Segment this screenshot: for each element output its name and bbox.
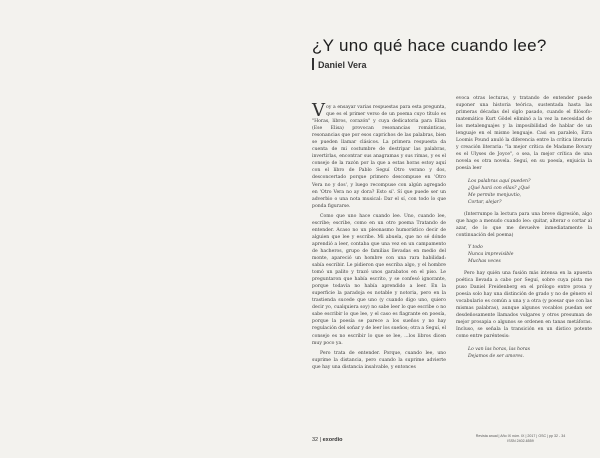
poem-line: Nunca imprevisible [468, 251, 514, 257]
poem-stanza [468, 346, 592, 360]
poem-line: Cortar, alejar? [468, 199, 502, 205]
page-number: 32 [312, 437, 319, 443]
paragraph: Voy a ensayar varias respuestas para esta pregunta, que es el primer verso de un poema cuyo título es "Horas, libros, corazón" y cuya dedicatoria para Elisa (Ese Elisa) provocan resonancias románticas, resonancias que por esos caprichos de las palabras, bien se pueden llamar clásicos. La primera respuesta da cuenta de mi costumbre de destripar las palabras, invertirlas, encontrar sus anagramas y sus rimas, y es el consejo de la razón por la que a estas horas estoy aquí con el libro de Pablo Seguí Otro verano y dos, desconcertado porque primero descompuse en 'Otro Vera no y dos', y luego recompuse con algún agregado en 'Otro Vera no ay dora? Esto sí'. Sí que puede ser un adverbio o una nota musical: Dar el sí, con todo lo que ponda figurarse. [312, 100, 446, 209]
paragraph: Pero trata de entender. Porque, cuando lee, uno suprime la distancia, pero cuando la suprime advierte que hay una distancia insalvable, y entonces [312, 350, 446, 370]
issn-text: ISSN 2402-6559 [507, 439, 534, 443]
paragraph: (Interrumpo la lectura para una breve digresión, algo que hago a menudo cuando leo: quitar, alterar o cortar al azar, de lo que me devuelve inmediatamente la continuación del poema) [456, 211, 592, 238]
article-author: Daniel Vera [318, 60, 367, 70]
paragraph: Pero hay quién una fusión más intensa en la apuesta poética llevada a cabo por Seguí, sobre cuya pista me puso Daniel Freidenberg en el prólogo entre prosa y poesía solo hay una distinción de grado y no de género el vocabulario es común a una y a otra (y poesar que con las mismas palabras), aunque algunos vocablos puedan ser desdeñosamente llamados vulgares y otros presuman de mejor prosapia o algunos se ordenen en tanas metáforas. Incluso, se señala la transición en un distico potente como entre paréntesis: [456, 271, 592, 340]
poem-stanza [468, 178, 592, 206]
drop-cap: V [312, 100, 325, 121]
poem-stanza [468, 244, 592, 265]
text-column-right [456, 95, 592, 365]
poem-line: Muchas veces [468, 258, 501, 264]
poem-line: Me permite menjuvtio, [468, 192, 522, 198]
poem-line: ¿Qué hará con ellas? ¿Qué [468, 185, 530, 191]
footer-divider: | [319, 437, 323, 443]
page-footer [312, 437, 343, 443]
paragraph: evoca otras lecturas, y tratando de entender puede suponer una historia teórica, sustentada hasta las primeras décadas del siglo pasado, cuando el filósofo-matemático Kurt Gödel eliminó a la vez la necesidad de los metalenguajes y la imposibilidad de hablar de un lenguaje en el mismo lenguaje. Casi en paralelo, Ezra Loomis Pound anuló la diferencia entre la crítica literaria y creación literaria: "la mejor crítica de Madame Bovary es el Ulyses de Joyce", o sea, la mejor crítica de una novela es otra novela. Seguí, en su poesía, enjuicia la poesía leer [456, 96, 592, 172]
poem-line: Dejamos de ser amores. [468, 353, 524, 359]
author-divider [312, 58, 314, 70]
section-name: exordio [322, 437, 343, 443]
poem-line: Los palabras aquí pueden? [468, 178, 531, 184]
paragraph: Como que uno hace cuando lee. Uno, cuando lee, escribe; escribe, como en un otro poema Tratando de entender. Acaso no un pleonasmo humorístico decir de alguien que lee y escribe. Mi abuela, que no sé dónde aprendió a leer, contaba que una vez en un campamento de hacheros, grupo de familias llevadas en medio del monte, apareció un hombre con una rara habilidad: sabía escribir. Le pidieron que escriba algo, y el hombre tomó un palito y trazó unos garabatos en el piso. Le preguntaron que había escrito, y se confesó ignorante, porque todavía no había aprendido a leer. En la superficie la paradoja es notable y notoria, pero en la trastienda sucede que uno (y cuando digo uno, quiero decir yo, cualquiera soy) no sabe leer lo que escribe o no sabe escribir lo que lee, y el caso es flagrante en poesía, porque la poesía se parece a los sueños y no hay regulación del soñar y de leer los sueños; otra a Seguí, el consejo es no escribir lo que se lee, ...los libros dicen muy poco ya. [312, 213, 446, 346]
poem-line: Y todo [468, 244, 483, 250]
citation-text: Revista anual | Año IX núm. IX | 2017 | OSC | pp 32 - 34 [475, 434, 566, 438]
citation-block [448, 434, 593, 444]
article-title: ¿Y uno qué hace cuando lee? [312, 36, 547, 55]
poem-line: Lo van las horas, las horas [468, 346, 531, 352]
text-column-left [312, 100, 446, 374]
